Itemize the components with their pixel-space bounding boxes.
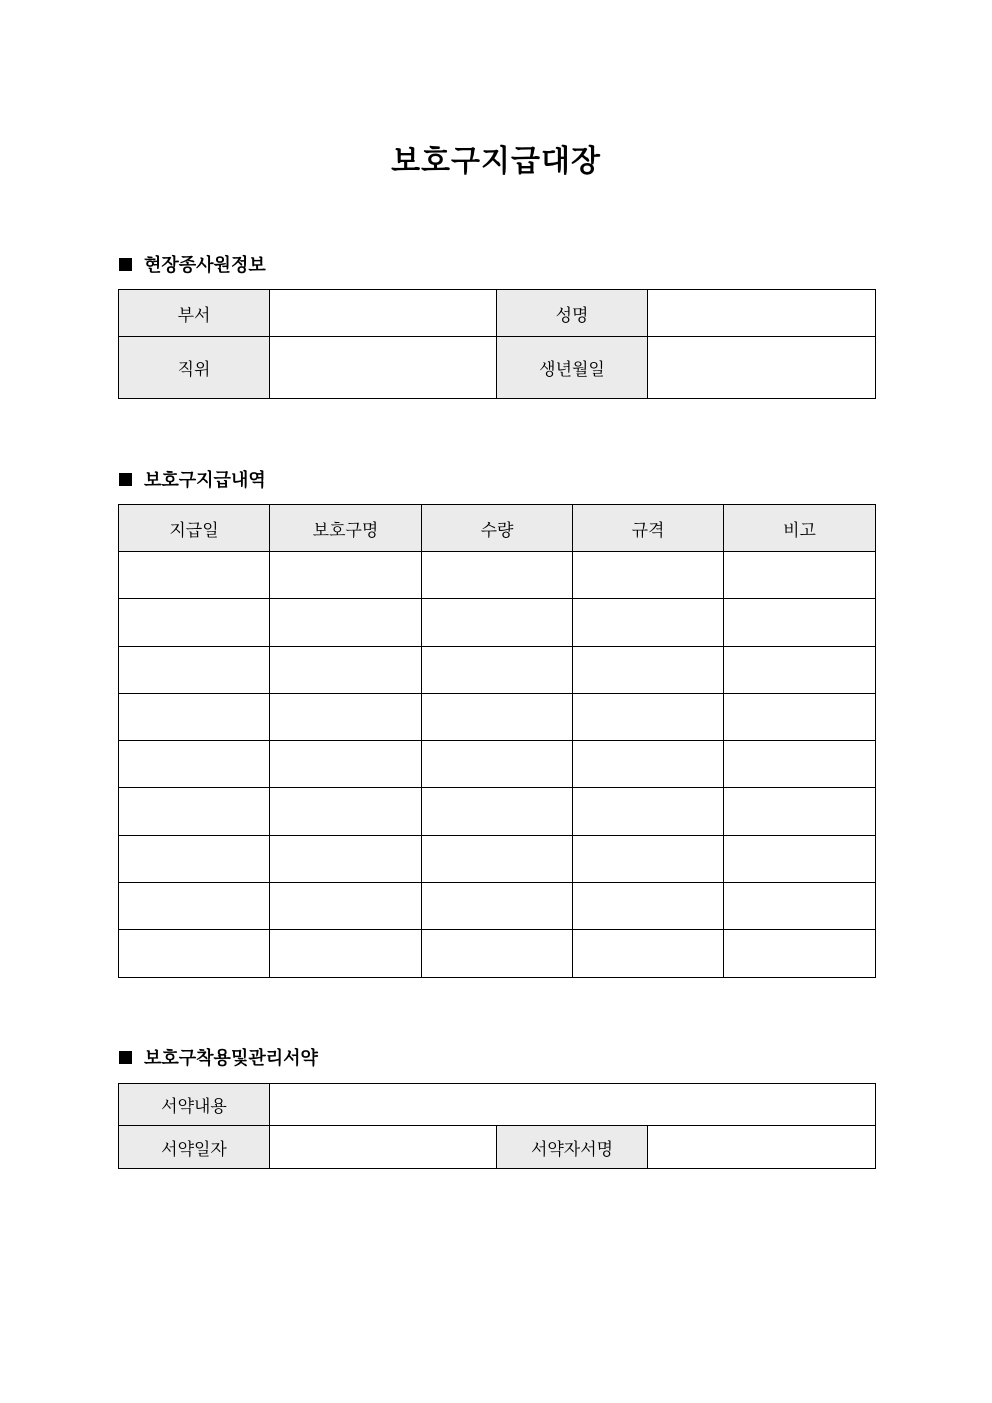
table-cell[interactable] [724, 741, 876, 788]
table-cell[interactable] [724, 599, 876, 646]
page-title: 보호구지급대장 [391, 144, 601, 179]
table-row [119, 599, 876, 646]
table-cell[interactable] [724, 930, 876, 977]
table-cell[interactable] [270, 741, 422, 788]
table-cell[interactable] [119, 693, 270, 740]
section-heading-employee [119, 252, 266, 276]
table-cell[interactable] [119, 883, 270, 930]
square-bullet-icon [119, 1051, 132, 1064]
table-cell[interactable] [573, 741, 724, 788]
pledge-content-field[interactable] [270, 1084, 876, 1126]
table-cell[interactable] [270, 835, 422, 882]
table-row [119, 693, 876, 740]
table-cell[interactable] [119, 646, 270, 693]
table-cell[interactable] [119, 599, 270, 646]
table-cell[interactable] [270, 930, 422, 977]
section-heading-pledge [119, 1045, 318, 1069]
table-cell[interactable] [724, 835, 876, 882]
column-header-quantity: 수량 [422, 505, 573, 552]
table-cell[interactable] [119, 835, 270, 882]
table-cell[interactable] [573, 788, 724, 835]
pledge-date-field[interactable] [270, 1126, 497, 1169]
table-cell[interactable] [119, 741, 270, 788]
pledge-content-label: 서약내용 [119, 1084, 270, 1126]
table-cell[interactable] [270, 693, 422, 740]
table-cell[interactable] [573, 930, 724, 977]
table-cell[interactable] [119, 930, 270, 977]
table-cell[interactable] [422, 741, 573, 788]
table-cell[interactable] [119, 552, 270, 599]
table-cell[interactable] [724, 883, 876, 930]
table-cell[interactable] [422, 599, 573, 646]
birthdate-label: 생년월일 [497, 337, 648, 399]
column-header-specification: 규격 [573, 505, 724, 552]
issuance-body [119, 552, 876, 978]
square-bullet-icon [119, 473, 132, 486]
birthdate-field[interactable] [648, 337, 876, 399]
name-label: 성명 [497, 290, 648, 337]
name-field[interactable] [648, 290, 876, 337]
table-row [119, 930, 876, 977]
table-cell[interactable] [573, 646, 724, 693]
column-header-equipment-name: 보호구명 [270, 505, 422, 552]
issuance-table [118, 504, 876, 978]
table-cell[interactable] [422, 835, 573, 882]
employee-info-table [118, 289, 876, 399]
table-cell[interactable] [270, 883, 422, 930]
table-cell[interactable] [422, 693, 573, 740]
table-cell[interactable] [573, 883, 724, 930]
table-cell[interactable] [573, 693, 724, 740]
table-row [119, 552, 876, 599]
table-cell[interactable] [724, 646, 876, 693]
column-header-issue-date: 지급일 [119, 505, 270, 552]
section-heading-issuance [119, 467, 266, 491]
department-field[interactable] [270, 290, 497, 337]
column-header-remarks: 비고 [724, 505, 876, 552]
table-row [119, 835, 876, 882]
table-cell[interactable] [573, 552, 724, 599]
table-cell[interactable] [270, 552, 422, 599]
table-cell[interactable] [573, 835, 724, 882]
position-label: 직위 [119, 337, 270, 399]
position-field[interactable] [270, 337, 497, 399]
department-label: 부서 [119, 290, 270, 337]
table-cell[interactable] [270, 599, 422, 646]
table-row [119, 741, 876, 788]
table-cell[interactable] [270, 788, 422, 835]
pledge-date-label: 서약일자 [119, 1126, 270, 1169]
signer-label: 서약자서명 [497, 1126, 648, 1169]
issuance-header-row [119, 505, 876, 552]
table-row [119, 883, 876, 930]
section-heading-employee-label: 현장종사원정보 [144, 255, 266, 276]
section-heading-pledge-label: 보호구착용및관리서약 [144, 1048, 318, 1069]
table-cell[interactable] [422, 788, 573, 835]
square-bullet-icon [119, 258, 132, 271]
table-cell[interactable] [573, 599, 724, 646]
section-heading-issuance-label: 보호구지급내역 [144, 470, 266, 491]
table-cell[interactable] [422, 646, 573, 693]
table-cell[interactable] [422, 552, 573, 599]
table-cell[interactable] [724, 552, 876, 599]
table-cell[interactable] [119, 788, 270, 835]
table-row [119, 788, 876, 835]
table-cell[interactable] [422, 883, 573, 930]
table-cell[interactable] [422, 930, 573, 977]
table-cell[interactable] [724, 693, 876, 740]
pledge-table [118, 1083, 876, 1169]
signature-field[interactable] [648, 1126, 876, 1169]
table-cell[interactable] [270, 646, 422, 693]
table-row [119, 646, 876, 693]
table-cell[interactable] [724, 788, 876, 835]
